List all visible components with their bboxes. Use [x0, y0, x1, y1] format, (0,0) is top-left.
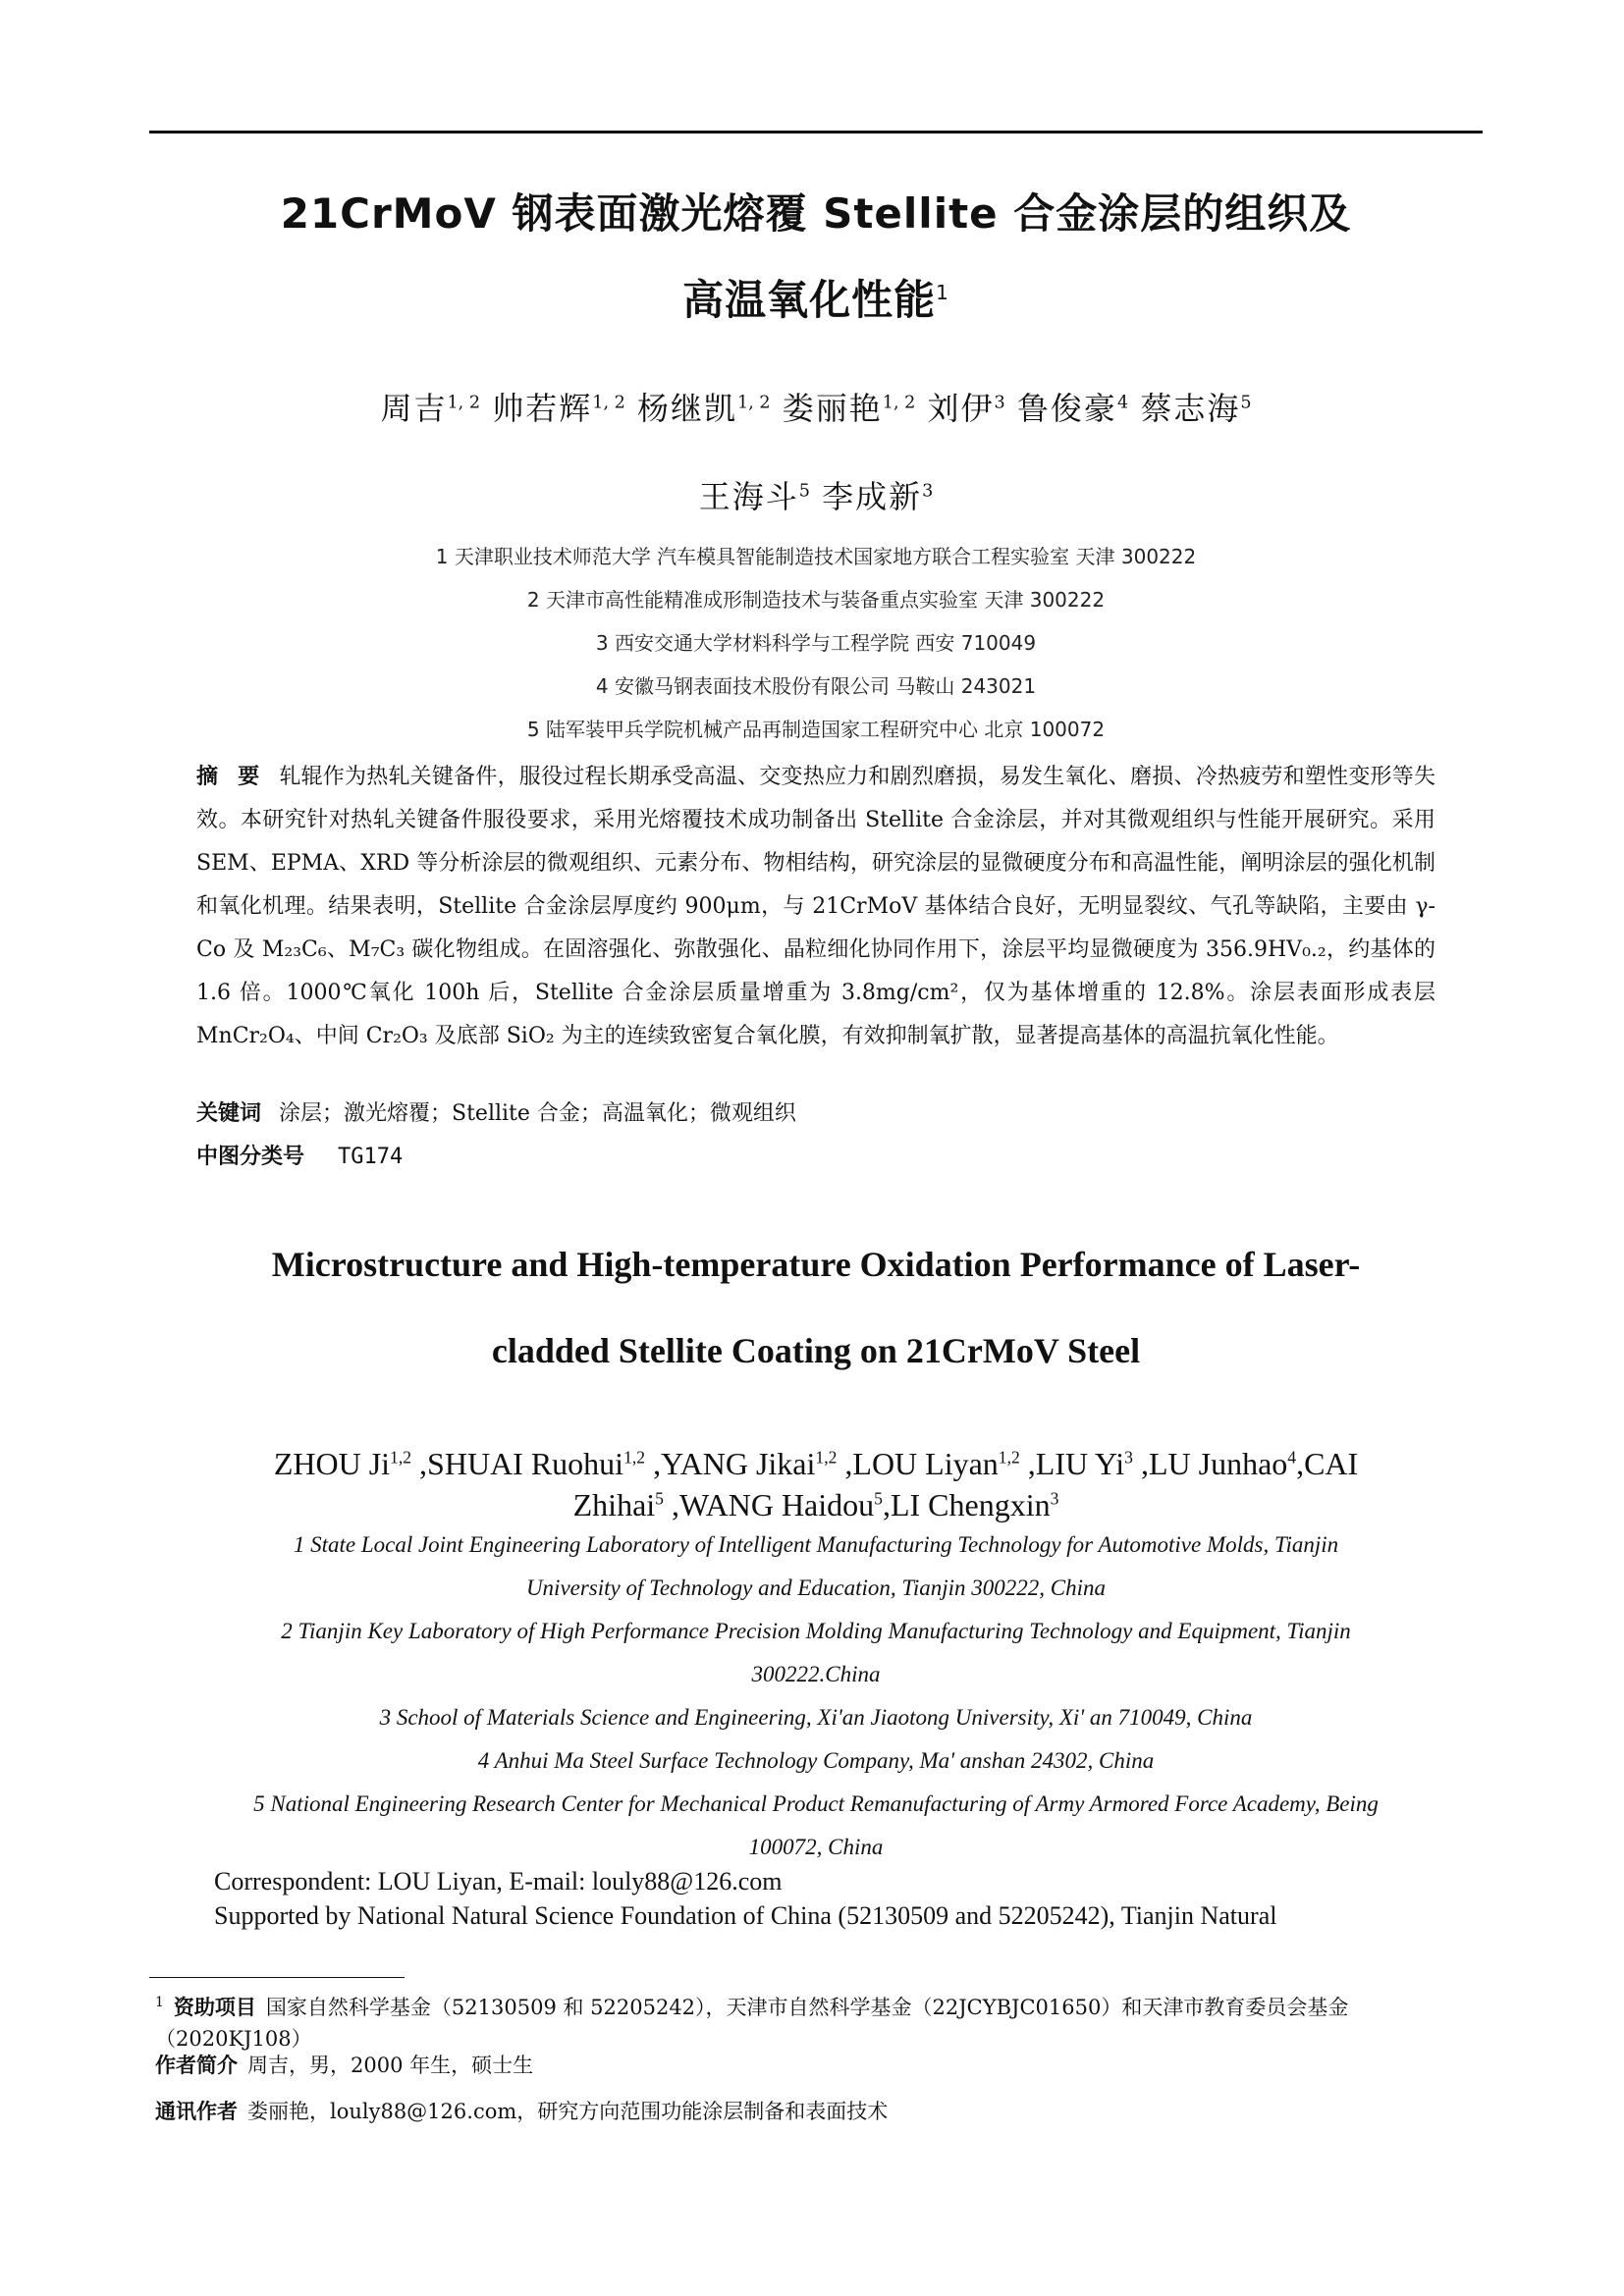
author-affiliation-mark: 4 — [1287, 1447, 1297, 1467]
author-affiliation-mark: 5 — [655, 1488, 664, 1508]
affiliation-cn-1: 1 天津职业技术师范大学 汽车模具智能制造技术国家地方联合工程实验室 天津 300222 — [435, 545, 1197, 568]
cn-author — [783, 390, 928, 427]
abstract-label: 摘 要 — [196, 765, 266, 789]
funding-label: 资助项目 — [173, 1996, 256, 2019]
en-author: Zhihai$^5$ , — [572, 1486, 679, 1522]
en-author: LOU Liyan$^{1,2}$ , — [852, 1445, 1036, 1481]
corresponding-text: 娄丽艳，louly88@126.com，研究方向范围功能涂层制备和表面技术 — [247, 2100, 889, 2123]
title-en-line1: Microstructure and High-temperature Oxidation Performance of Laser- — [271, 1245, 1361, 1284]
abstract-text: 轧辊作为热轧关键备件，服役过程长期承受高温、交变热应力和剧烈磨损，易发生氧化、磨损、冷热疲劳和塑性变形等失效。本研究针对热轧关键备件服役要求，采用光熔覆技术成功制备出 Stellite 合金涂层，并对其微观组织与性能开展研究。采用 SEM、EPMA、XRD 等分析涂层的微观组织、元素分布、物相结构，研究涂层的显微硬度分布和高温性能，阐明涂层的强化机制和氧化机理。结果表明，Stellite 合金涂层厚度约 900μm，与 21CrMoV 基体结合良好，无明显裂纹、气孔等缺陷，主要由 γ-Co 及 M₂₃C₆、M₇C₃ 碳化物组成。在固溶强化、弥散强化、晶粒细化协同作用下，涂层平均显微硬度为 356.9HV₀.₂，约基体的 1.6 倍。1000℃氧化 100h 后，Stellite 合金涂层质量增重为 3.8mg/cm²，仅为基体增重的 12.8%。涂层表面形成表层 MnCr₂O₄、中间 Cr₂O₃ 及底部 SiO₂ 为主的连续致密复合氧化膜，有效抑制氧扩散，显著提高基体的高温抗氧化性能。 — [196, 765, 1435, 1048]
title-cn — [149, 187, 1483, 241]
author-name: ZHOU Ji — [273, 1445, 391, 1481]
affiliation-cn-3: 3 西安交通大学材料科学与工程学院 西安 710049 — [595, 631, 1037, 655]
author-affiliation-mark: 1, 2 — [447, 393, 481, 412]
author-name: YANG Jikai — [661, 1445, 816, 1481]
cn-author — [1017, 390, 1140, 427]
affiliation-en-3: 3 School of Materials Science and Engineering, Xi'an Jiaotong University, Xi' an 710049, China — [379, 1705, 1253, 1730]
classification-value: TG174 — [338, 1145, 404, 1169]
supported-en: Supported by National Natural Science Foundation of China (52130509 and 52205242), Tianjin Natural — [214, 1901, 1277, 1930]
author-affiliation-mark: 3 — [922, 481, 934, 501]
author-affiliation-mark: 1, 2 — [592, 393, 625, 412]
authors-cn-line1 — [149, 381, 1483, 430]
author-name: LOU Liyan — [852, 1445, 999, 1481]
cn-author — [380, 390, 492, 427]
author-name: SHUAI Ruohui — [427, 1445, 624, 1481]
authors-cn-line2 — [149, 469, 1483, 518]
affiliation-cn-5: 5 陆军装甲兵学院机械产品再制造国家工程研究中心 北京 100072 — [526, 718, 1106, 741]
funding-text: 国家自然科学基金（52130509 和 52205242），天津市自然科学基金（22JCYBJC01650）和天津市教育委员会基金（2020KJ108） — [155, 1996, 1349, 2051]
affiliation-en-2a: 2 Tianjin Key Laboratory of High Performance Precision Molding Manufacturing Technology and Equipment, Tianjin — [281, 1619, 1351, 1643]
author-affiliation-mark: 1,2 — [998, 1447, 1020, 1467]
affiliation-en-5b: 100072, China — [748, 1835, 884, 1859]
affiliation-en-1b: University of Technology and Education, Tianjin 300222, China — [525, 1575, 1107, 1600]
author-affiliation-mark: 1,2 — [623, 1447, 646, 1467]
author-affiliation-mark: 3 — [1124, 1447, 1133, 1467]
author-affiliation-mark: 1, 2 — [737, 393, 771, 412]
cn-author — [822, 478, 933, 515]
keywords-label: 关键词 — [196, 1101, 262, 1126]
author-name: 娄丽艳 — [782, 389, 883, 427]
en-author: ZHOU Ji$^{1,2}$ , — [273, 1445, 428, 1481]
author-affiliation-mark: 5 — [798, 481, 810, 501]
abstract-cn — [196, 756, 1435, 1058]
author-name: 王海斗 — [698, 477, 799, 515]
affiliation-en-4: 4 Anhui Ma Steel Surface Technology Company, Ma' anshan 24302, China — [477, 1748, 1155, 1773]
title-cn-2 — [149, 265, 1483, 328]
author-name: 刘伊 — [927, 389, 995, 427]
header-rule — [149, 131, 1483, 133]
footnote-mark: 1 — [155, 1995, 164, 2010]
keywords-cn — [196, 1097, 1435, 1131]
cn-author — [637, 390, 783, 427]
author-affiliation-mark: 1, 2 — [882, 393, 916, 412]
author-name: 蔡志海 — [1140, 389, 1241, 427]
en-author: YANG Jikai$^{1,2}$ , — [661, 1445, 853, 1481]
cn-author — [928, 390, 1017, 427]
corresponding-label: 通讯作者 — [155, 2100, 238, 2123]
title-en-line2: cladded Stellite Coating on 21CrMoV Steel — [491, 1331, 1141, 1370]
author-name: Zhihai — [572, 1486, 656, 1522]
title-cn-line2: 高温氧化性能 — [682, 276, 937, 324]
classification-label: 中图分类号 — [196, 1145, 305, 1169]
en-author — [891, 1487, 1058, 1522]
authors-en-line2 — [196, 1477, 1435, 1525]
author-affiliation-mark: 5 — [874, 1488, 883, 1508]
en-author: LIU Yi$^3$ , — [1035, 1445, 1149, 1481]
title-cn-line1: 21CrMoV 钢表面激光熔覆 Stellite 合金涂层的组织及 — [280, 189, 1352, 238]
title-note-mark: 1 — [936, 281, 949, 304]
cn-author — [492, 390, 637, 427]
affiliation-en-2b: 300222.China — [751, 1662, 881, 1686]
en-author: WANG Haidou$^5$, — [678, 1486, 891, 1522]
affiliation-en-5a: 5 National Engineering Research Center for Mechanical Product Remanufacturing of Army Armored Force Academy, Being — [253, 1791, 1379, 1816]
footnote-funding — [155, 1987, 1483, 2055]
author-name: 鲁俊豪 — [1016, 389, 1117, 427]
author-affiliation-mark: 1,2 — [815, 1447, 838, 1467]
correspondent-en: Correspondent: LOU Liyan, E-mail: louly88@126.com — [214, 1867, 783, 1896]
affiliation-en-1a: 1 State Local Joint Engineering Laboratory of Intelligent Manufacturing Technology for Automotive Molds, Tianjin — [293, 1532, 1339, 1557]
author-intro-label: 作者简介 — [155, 2054, 238, 2077]
cn-author — [1140, 390, 1251, 427]
keywords-text: 涂层；激光熔覆；Stellite 合金；高温氧化；微观组织 — [279, 1101, 796, 1126]
affiliation-cn-4: 4 安徽马钢表面技术股份有限公司 马鞍山 243021 — [595, 674, 1037, 698]
footnote-rule — [149, 1977, 405, 1978]
author-name: LU Junhao — [1148, 1445, 1288, 1481]
author-name: LIU Yi — [1035, 1445, 1125, 1481]
author-name: 李成新 — [822, 477, 923, 515]
author-name: WANG Haidou — [678, 1486, 875, 1522]
classification-cn — [196, 1141, 1435, 1174]
author-intro-text: 周吉，男，2000 年生，硕士生 — [247, 2054, 534, 2077]
author-affiliation-mark: 3 — [1050, 1488, 1059, 1508]
author-name: 周吉 — [380, 389, 448, 427]
author-affiliation-mark: 1,2 — [390, 1447, 412, 1467]
author-name: 杨继凯 — [637, 389, 738, 427]
en-author: LU Junhao$^4$,CAI — [1148, 1445, 1359, 1481]
author-name: 帅若辉 — [492, 389, 593, 427]
footnote-corresponding — [155, 2096, 1483, 2127]
author-affiliation-mark: 4 — [1116, 393, 1129, 412]
author-name: LI Chengxin — [890, 1486, 1051, 1522]
author-affiliation-mark: 3 — [994, 393, 1005, 412]
footnote-author — [155, 2050, 1483, 2081]
en-author: SHUAI Ruohui$^{1,2}$ , — [427, 1445, 662, 1481]
author-affiliation-mark: 5 — [1240, 393, 1252, 412]
cn-author — [699, 478, 822, 515]
affiliation-cn-2: 2 天津市高性能精准成形制造技术与装备重点实验室 天津 300222 — [526, 588, 1106, 612]
